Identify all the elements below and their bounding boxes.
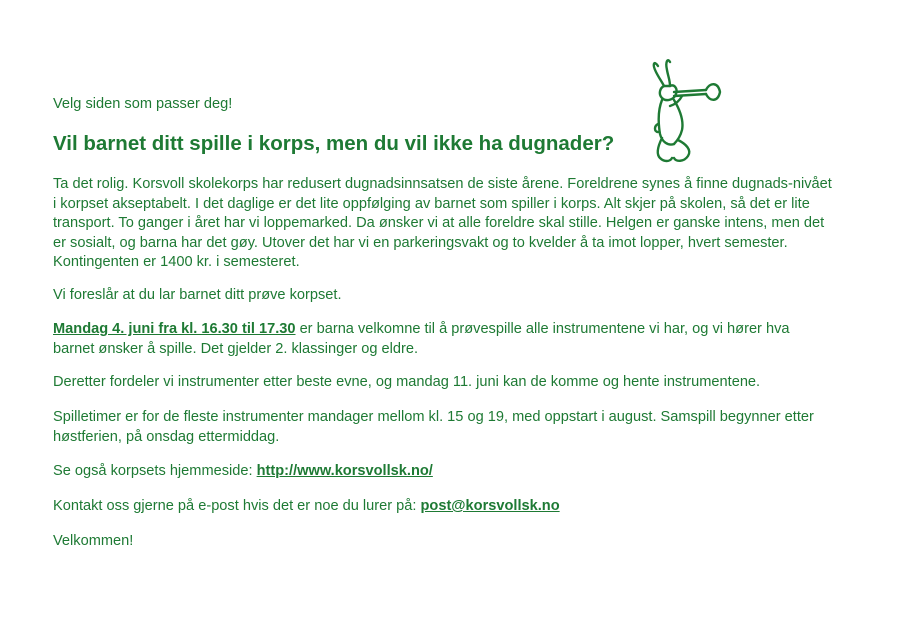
paragraph-distribution: Deretter fordeler vi instrumenter etter beste evne, og mandag 11. juni kan de komme og hente instrumentene. xyxy=(53,374,761,390)
paragraph-contact xyxy=(53,497,560,517)
contact-prefix: Kontakt oss gjerne på e-post hvis det er noe du lurer på: xyxy=(53,498,421,514)
website-link[interactable]: http://www.korsvollsk.no/ xyxy=(256,463,433,479)
trial-date-rest: er barna velkomne til å prøvespille alle instrumentene vi har, og vi hører hva barnet ønsker å spille. Det gjelder 2. klassinger og eldre. xyxy=(53,321,790,357)
closing-text: Velkommen! xyxy=(53,533,134,549)
hare-with-trumpet-icon xyxy=(648,58,724,168)
page-title: Vil barnet ditt spille i korps, men du vil ikke ha dugnader? xyxy=(53,132,615,155)
paragraph-suggestion: Vi foreslår at du lar barnet ditt prøve korpset. xyxy=(53,287,342,303)
paragraph-website xyxy=(53,462,433,482)
intro-text: Velg siden som passer deg! xyxy=(53,96,233,112)
website-prefix: Se også korpsets hjemmeside: xyxy=(53,463,257,479)
paragraph-trial-date xyxy=(53,320,833,359)
email-link[interactable]: post@korsvollsk.no xyxy=(420,498,560,514)
paragraph-lessons: Spilletimer er for de fleste instrumenter mandager mellom kl. 15 og 19, med oppstart i august. Samspill begynner etter høstferien, på onsdag ettermiddag. xyxy=(53,409,814,445)
paragraph-dugnad: Ta det rolig. Korsvoll skolekorps har redusert dugnadsinnsatsen de siste årene. Foreldrene synes å finne dugnads-nivået i korpset akseptabelt. I det daglige er det lite oppfølging av barnet som spiller i korps. Alt skjer på skolen, så det er lite transport. To ganger i året har vi loppemarked. Da ønsker vi at alle foreldre skal stille. Helgen er ganske intens, men det er sosialt, og barna har det gøy. Utover det har vi en parkeringsvakt og to kvelder å ta imot lopper, hvert semester. Kontingenten er 1400 kr. i semesteret. xyxy=(53,176,832,270)
trial-date-highlight: Mandag 4. juni fra kl. 16.30 til 17.30 xyxy=(53,321,296,337)
